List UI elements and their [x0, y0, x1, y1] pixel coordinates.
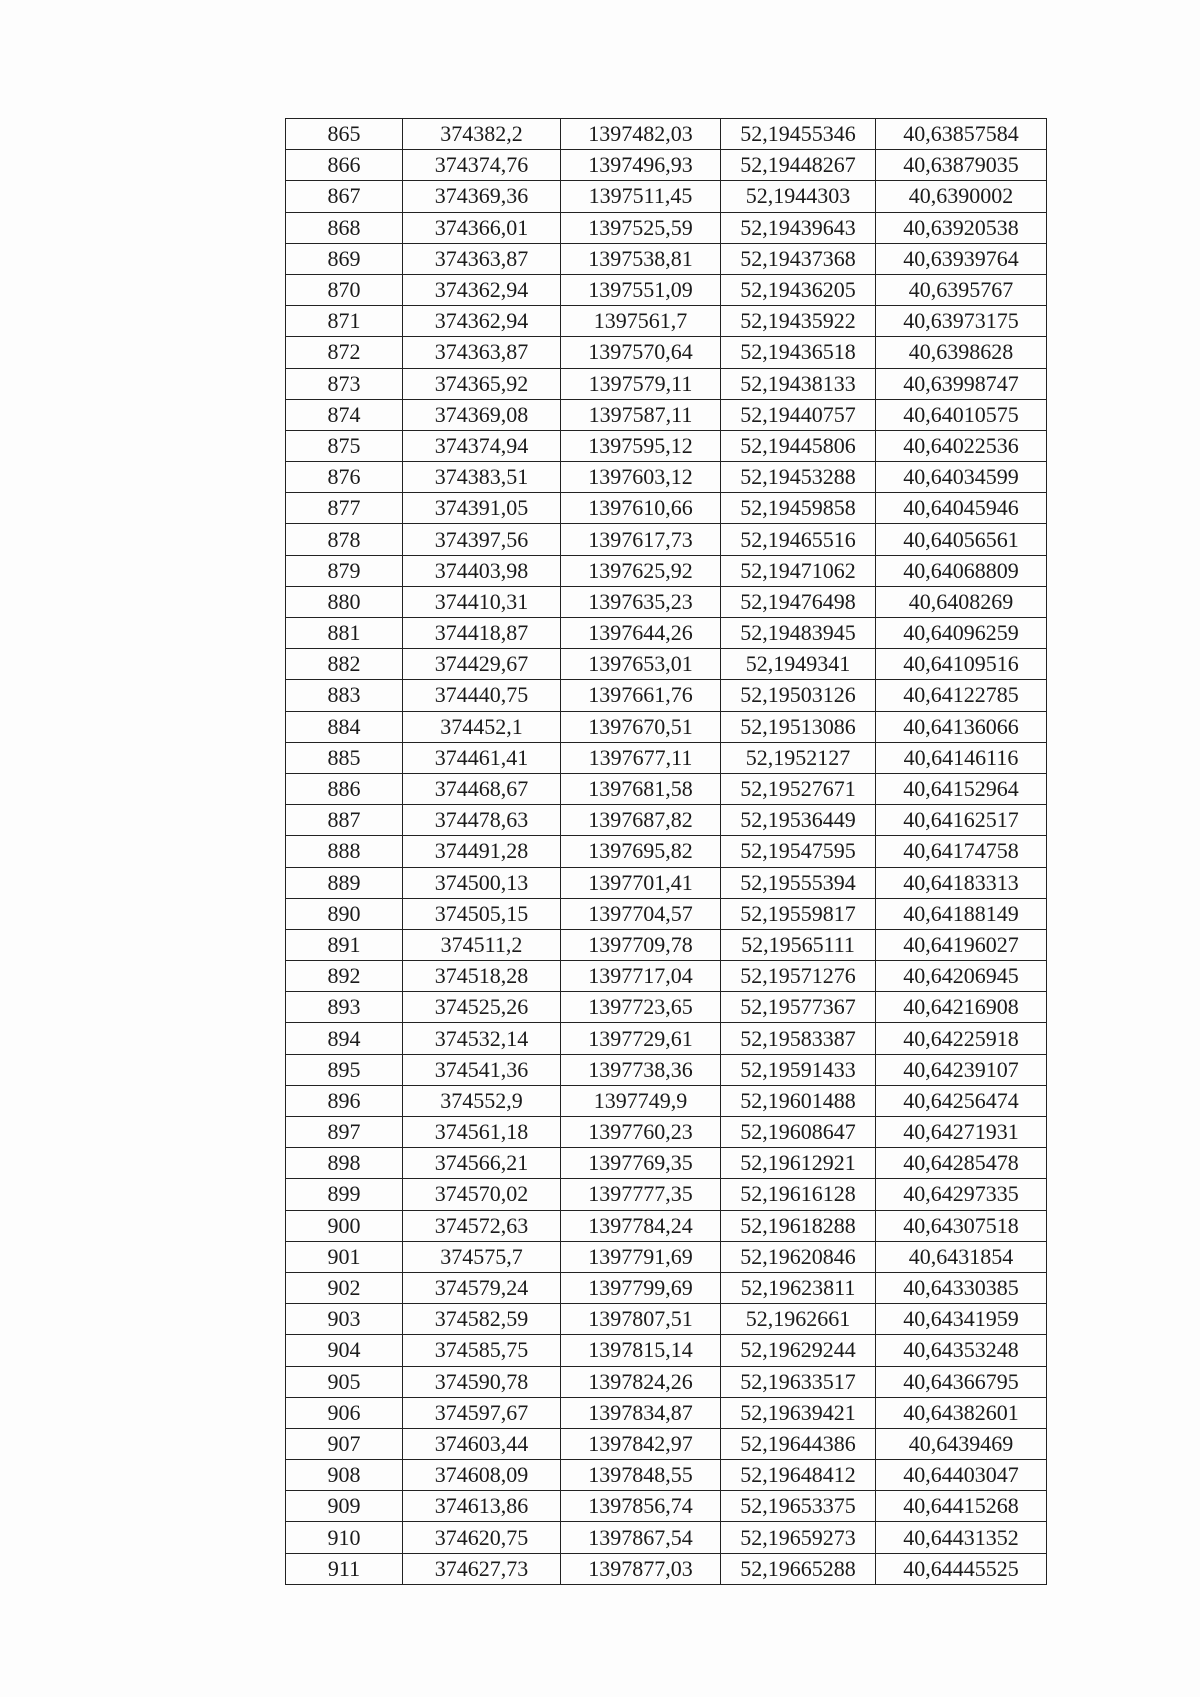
point-number-cell: 870: [286, 274, 403, 305]
y-coordinate-cell: 1397717,04: [561, 961, 721, 992]
table-row: [286, 680, 1047, 711]
longitude-cell: 40,64297335: [876, 1179, 1047, 1210]
y-coordinate-cell: 1397587,11: [561, 399, 721, 430]
point-number-cell: 876: [286, 462, 403, 493]
latitude-cell: 52,1952127: [721, 742, 876, 773]
x-coordinate-cell: 374518,28: [403, 961, 561, 992]
latitude-cell: 52,19483945: [721, 618, 876, 649]
table-row: [286, 274, 1047, 305]
table-row: [286, 1023, 1047, 1054]
latitude-cell: 52,19616128: [721, 1179, 876, 1210]
table-row: [286, 243, 1047, 274]
table-row: [286, 119, 1047, 150]
table-row: [286, 399, 1047, 430]
point-number-cell: 871: [286, 306, 403, 337]
latitude-cell: 52,19436518: [721, 337, 876, 368]
latitude-cell: 52,19644386: [721, 1428, 876, 1459]
table-row: [286, 555, 1047, 586]
latitude-cell: 52,19648412: [721, 1460, 876, 1491]
x-coordinate-cell: 374566,21: [403, 1148, 561, 1179]
longitude-cell: 40,64109516: [876, 649, 1047, 680]
longitude-cell: 40,6431854: [876, 1241, 1047, 1272]
table-row: [286, 493, 1047, 524]
longitude-cell: 40,64445525: [876, 1553, 1047, 1584]
y-coordinate-cell: 1397625,92: [561, 555, 721, 586]
longitude-cell: 40,63920538: [876, 212, 1047, 243]
longitude-cell: 40,64188149: [876, 898, 1047, 929]
y-coordinate-cell: 1397723,65: [561, 992, 721, 1023]
y-coordinate-cell: 1397769,35: [561, 1148, 721, 1179]
longitude-cell: 40,64382601: [876, 1397, 1047, 1428]
latitude-cell: 52,19455346: [721, 119, 876, 150]
longitude-cell: 40,64330385: [876, 1272, 1047, 1303]
longitude-cell: 40,64152964: [876, 773, 1047, 804]
table-row: [286, 867, 1047, 898]
longitude-cell: 40,64136066: [876, 711, 1047, 742]
table-row: [286, 212, 1047, 243]
latitude-cell: 52,19527671: [721, 773, 876, 804]
point-number-cell: 873: [286, 368, 403, 399]
latitude-cell: 52,19445806: [721, 430, 876, 461]
point-number-cell: 896: [286, 1085, 403, 1116]
point-number-cell: 906: [286, 1397, 403, 1428]
longitude-cell: 40,64216908: [876, 992, 1047, 1023]
point-number-cell: 908: [286, 1460, 403, 1491]
y-coordinate-cell: 1397856,74: [561, 1491, 721, 1522]
y-coordinate-cell: 1397695,82: [561, 836, 721, 867]
y-coordinate-cell: 1397807,51: [561, 1304, 721, 1335]
x-coordinate-cell: 374505,15: [403, 898, 561, 929]
longitude-cell: 40,64206945: [876, 961, 1047, 992]
point-number-cell: 893: [286, 992, 403, 1023]
table-row: [286, 1460, 1047, 1491]
x-coordinate-cell: 374410,31: [403, 586, 561, 617]
y-coordinate-cell: 1397791,69: [561, 1241, 721, 1272]
longitude-cell: 40,64366795: [876, 1366, 1047, 1397]
longitude-cell: 40,64225918: [876, 1023, 1047, 1054]
x-coordinate-cell: 374382,2: [403, 119, 561, 150]
latitude-cell: 52,19623811: [721, 1272, 876, 1303]
y-coordinate-cell: 1397848,55: [561, 1460, 721, 1491]
table-row: [286, 1272, 1047, 1303]
point-number-cell: 903: [286, 1304, 403, 1335]
longitude-cell: 40,64096259: [876, 618, 1047, 649]
point-number-cell: 900: [286, 1210, 403, 1241]
x-coordinate-cell: 374418,87: [403, 618, 561, 649]
x-coordinate-cell: 374532,14: [403, 1023, 561, 1054]
point-number-cell: 886: [286, 773, 403, 804]
latitude-cell: 52,19459858: [721, 493, 876, 524]
longitude-cell: 40,64403047: [876, 1460, 1047, 1491]
longitude-cell: 40,63998747: [876, 368, 1047, 399]
point-number-cell: 902: [286, 1272, 403, 1303]
point-number-cell: 889: [286, 867, 403, 898]
x-coordinate-cell: 374429,67: [403, 649, 561, 680]
latitude-cell: 52,1944303: [721, 181, 876, 212]
point-number-cell: 895: [286, 1054, 403, 1085]
x-coordinate-cell: 374365,92: [403, 368, 561, 399]
longitude-cell: 40,64068809: [876, 555, 1047, 586]
x-coordinate-cell: 374461,41: [403, 742, 561, 773]
table-row: [286, 992, 1047, 1023]
x-coordinate-cell: 374613,86: [403, 1491, 561, 1522]
y-coordinate-cell: 1397877,03: [561, 1553, 721, 1584]
y-coordinate-cell: 1397687,82: [561, 805, 721, 836]
table-row: [286, 742, 1047, 773]
y-coordinate-cell: 1397579,11: [561, 368, 721, 399]
point-number-cell: 907: [286, 1428, 403, 1459]
longitude-cell: 40,64122785: [876, 680, 1047, 711]
latitude-cell: 52,19653375: [721, 1491, 876, 1522]
x-coordinate-cell: 374440,75: [403, 680, 561, 711]
latitude-cell: 52,19559817: [721, 898, 876, 929]
table-row: [286, 836, 1047, 867]
longitude-cell: 40,63857584: [876, 119, 1047, 150]
latitude-cell: 52,19437368: [721, 243, 876, 274]
point-number-cell: 911: [286, 1553, 403, 1584]
point-number-cell: 878: [286, 524, 403, 555]
point-number-cell: 905: [286, 1366, 403, 1397]
x-coordinate-cell: 374597,67: [403, 1397, 561, 1428]
point-number-cell: 910: [286, 1522, 403, 1553]
point-number-cell: 866: [286, 150, 403, 181]
table-row: [286, 430, 1047, 461]
latitude-cell: 52,19436205: [721, 274, 876, 305]
y-coordinate-cell: 1397842,97: [561, 1428, 721, 1459]
x-coordinate-cell: 374369,36: [403, 181, 561, 212]
x-coordinate-cell: 374397,56: [403, 524, 561, 555]
y-coordinate-cell: 1397760,23: [561, 1117, 721, 1148]
longitude-cell: 40,64146116: [876, 742, 1047, 773]
y-coordinate-cell: 1397701,41: [561, 867, 721, 898]
latitude-cell: 52,19608647: [721, 1117, 876, 1148]
latitude-cell: 52,19591433: [721, 1054, 876, 1085]
x-coordinate-cell: 374525,26: [403, 992, 561, 1023]
x-coordinate-cell: 374541,36: [403, 1054, 561, 1085]
point-number-cell: 884: [286, 711, 403, 742]
latitude-cell: 52,1962661: [721, 1304, 876, 1335]
x-coordinate-cell: 374452,1: [403, 711, 561, 742]
point-number-cell: 890: [286, 898, 403, 929]
latitude-cell: 52,19503126: [721, 680, 876, 711]
longitude-cell: 40,64239107: [876, 1054, 1047, 1085]
y-coordinate-cell: 1397738,36: [561, 1054, 721, 1085]
table-row: [286, 1428, 1047, 1459]
point-number-cell: 869: [286, 243, 403, 274]
y-coordinate-cell: 1397653,01: [561, 649, 721, 680]
x-coordinate-cell: 374627,73: [403, 1553, 561, 1584]
table-row: [286, 181, 1047, 212]
point-number-cell: 882: [286, 649, 403, 680]
latitude-cell: 52,19555394: [721, 867, 876, 898]
x-coordinate-cell: 374570,02: [403, 1179, 561, 1210]
table-row: [286, 711, 1047, 742]
table-row: [286, 586, 1047, 617]
table-row: [286, 306, 1047, 337]
point-number-cell: 897: [286, 1117, 403, 1148]
longitude-cell: 40,64256474: [876, 1085, 1047, 1116]
table-row: [286, 462, 1047, 493]
longitude-cell: 40,63939764: [876, 243, 1047, 274]
point-number-cell: 891: [286, 929, 403, 960]
latitude-cell: 52,19476498: [721, 586, 876, 617]
table-row: [286, 1397, 1047, 1428]
y-coordinate-cell: 1397704,57: [561, 898, 721, 929]
table-row: [286, 368, 1047, 399]
x-coordinate-cell: 374491,28: [403, 836, 561, 867]
latitude-cell: 52,19448267: [721, 150, 876, 181]
x-coordinate-cell: 374366,01: [403, 212, 561, 243]
table-row: [286, 337, 1047, 368]
latitude-cell: 52,19465516: [721, 524, 876, 555]
longitude-cell: 40,64353248: [876, 1335, 1047, 1366]
latitude-cell: 52,19665288: [721, 1553, 876, 1584]
table-row: [286, 1241, 1047, 1272]
y-coordinate-cell: 1397677,11: [561, 742, 721, 773]
table-row: [286, 1117, 1047, 1148]
table-row: [286, 1148, 1047, 1179]
x-coordinate-cell: 374478,63: [403, 805, 561, 836]
table-row: [286, 1210, 1047, 1241]
latitude-cell: 52,19612921: [721, 1148, 876, 1179]
point-number-cell: 865: [286, 119, 403, 150]
table-row: [286, 961, 1047, 992]
point-number-cell: 883: [286, 680, 403, 711]
table-row: [286, 1335, 1047, 1366]
x-coordinate-cell: 374579,24: [403, 1272, 561, 1303]
y-coordinate-cell: 1397824,26: [561, 1366, 721, 1397]
x-coordinate-cell: 374468,67: [403, 773, 561, 804]
table-row: [286, 618, 1047, 649]
table-row: [286, 929, 1047, 960]
x-coordinate-cell: 374500,13: [403, 867, 561, 898]
point-number-cell: 898: [286, 1148, 403, 1179]
y-coordinate-cell: 1397799,69: [561, 1272, 721, 1303]
y-coordinate-cell: 1397749,9: [561, 1085, 721, 1116]
latitude-cell: 52,19601488: [721, 1085, 876, 1116]
y-coordinate-cell: 1397496,93: [561, 150, 721, 181]
table-row: [286, 1304, 1047, 1335]
y-coordinate-cell: 1397482,03: [561, 119, 721, 150]
longitude-cell: 40,64174758: [876, 836, 1047, 867]
table-row: [286, 1522, 1047, 1553]
table-row: [286, 524, 1047, 555]
point-number-cell: 904: [286, 1335, 403, 1366]
point-number-cell: 892: [286, 961, 403, 992]
latitude-cell: 52,19565111: [721, 929, 876, 960]
latitude-cell: 52,19547595: [721, 836, 876, 867]
latitude-cell: 52,19618288: [721, 1210, 876, 1241]
y-coordinate-cell: 1397617,73: [561, 524, 721, 555]
x-coordinate-cell: 374362,94: [403, 306, 561, 337]
y-coordinate-cell: 1397709,78: [561, 929, 721, 960]
x-coordinate-cell: 374403,98: [403, 555, 561, 586]
x-coordinate-cell: 374608,09: [403, 1460, 561, 1491]
longitude-cell: 40,64034599: [876, 462, 1047, 493]
y-coordinate-cell: 1397570,64: [561, 337, 721, 368]
table-row: [286, 1179, 1047, 1210]
x-coordinate-cell: 374603,44: [403, 1428, 561, 1459]
y-coordinate-cell: 1397644,26: [561, 618, 721, 649]
x-coordinate-cell: 374620,75: [403, 1522, 561, 1553]
x-coordinate-cell: 374363,87: [403, 337, 561, 368]
coordinates-table: [285, 118, 1047, 1585]
latitude-cell: 52,19536449: [721, 805, 876, 836]
latitude-cell: 52,19571276: [721, 961, 876, 992]
longitude-cell: 40,64431352: [876, 1522, 1047, 1553]
y-coordinate-cell: 1397561,7: [561, 306, 721, 337]
x-coordinate-cell: 374590,78: [403, 1366, 561, 1397]
y-coordinate-cell: 1397511,45: [561, 181, 721, 212]
point-number-cell: 909: [286, 1491, 403, 1522]
longitude-cell: 40,64271931: [876, 1117, 1047, 1148]
y-coordinate-cell: 1397525,59: [561, 212, 721, 243]
longitude-cell: 40,64056561: [876, 524, 1047, 555]
table-row: [286, 1085, 1047, 1116]
x-coordinate-cell: 374585,75: [403, 1335, 561, 1366]
longitude-cell: 40,63879035: [876, 150, 1047, 181]
point-number-cell: 868: [286, 212, 403, 243]
y-coordinate-cell: 1397635,23: [561, 586, 721, 617]
latitude-cell: 52,19629244: [721, 1335, 876, 1366]
latitude-cell: 52,19659273: [721, 1522, 876, 1553]
longitude-cell: 40,63973175: [876, 306, 1047, 337]
latitude-cell: 52,19435922: [721, 306, 876, 337]
longitude-cell: 40,64196027: [876, 929, 1047, 960]
point-number-cell: 894: [286, 1023, 403, 1054]
point-number-cell: 867: [286, 181, 403, 212]
latitude-cell: 52,19633517: [721, 1366, 876, 1397]
y-coordinate-cell: 1397867,54: [561, 1522, 721, 1553]
x-coordinate-cell: 374391,05: [403, 493, 561, 524]
point-number-cell: 875: [286, 430, 403, 461]
table-row: [286, 805, 1047, 836]
x-coordinate-cell: 374374,76: [403, 150, 561, 181]
table-row: [286, 1491, 1047, 1522]
table-row: [286, 1553, 1047, 1584]
table-row: [286, 1366, 1047, 1397]
point-number-cell: 881: [286, 618, 403, 649]
x-coordinate-cell: 374511,2: [403, 929, 561, 960]
point-number-cell: 888: [286, 836, 403, 867]
longitude-cell: 40,6439469: [876, 1428, 1047, 1459]
longitude-cell: 40,64307518: [876, 1210, 1047, 1241]
y-coordinate-cell: 1397670,51: [561, 711, 721, 742]
point-number-cell: 901: [286, 1241, 403, 1272]
y-coordinate-cell: 1397603,12: [561, 462, 721, 493]
x-coordinate-cell: 374575,7: [403, 1241, 561, 1272]
y-coordinate-cell: 1397777,35: [561, 1179, 721, 1210]
y-coordinate-cell: 1397610,66: [561, 493, 721, 524]
longitude-cell: 40,6408269: [876, 586, 1047, 617]
point-number-cell: 874: [286, 399, 403, 430]
x-coordinate-cell: 374374,94: [403, 430, 561, 461]
point-number-cell: 899: [286, 1179, 403, 1210]
point-number-cell: 879: [286, 555, 403, 586]
y-coordinate-cell: 1397661,76: [561, 680, 721, 711]
point-number-cell: 887: [286, 805, 403, 836]
longitude-cell: 40,64183313: [876, 867, 1047, 898]
latitude-cell: 52,19639421: [721, 1397, 876, 1428]
table-row: [286, 1054, 1047, 1085]
longitude-cell: 40,64010575: [876, 399, 1047, 430]
x-coordinate-cell: 374552,9: [403, 1085, 561, 1116]
latitude-cell: 52,19440757: [721, 399, 876, 430]
longitude-cell: 40,64022536: [876, 430, 1047, 461]
table-row: [286, 773, 1047, 804]
latitude-cell: 52,19513086: [721, 711, 876, 742]
y-coordinate-cell: 1397538,81: [561, 243, 721, 274]
y-coordinate-cell: 1397681,58: [561, 773, 721, 804]
latitude-cell: 52,1949341: [721, 649, 876, 680]
y-coordinate-cell: 1397834,87: [561, 1397, 721, 1428]
longitude-cell: 40,64415268: [876, 1491, 1047, 1522]
y-coordinate-cell: 1397784,24: [561, 1210, 721, 1241]
point-number-cell: 880: [286, 586, 403, 617]
longitude-cell: 40,64341959: [876, 1304, 1047, 1335]
longitude-cell: 40,6395767: [876, 274, 1047, 305]
longitude-cell: 40,64285478: [876, 1148, 1047, 1179]
y-coordinate-cell: 1397551,09: [561, 274, 721, 305]
latitude-cell: 52,19620846: [721, 1241, 876, 1272]
table-row: [286, 649, 1047, 680]
latitude-cell: 52,19583387: [721, 1023, 876, 1054]
x-coordinate-cell: 374561,18: [403, 1117, 561, 1148]
longitude-cell: 40,6390002: [876, 181, 1047, 212]
latitude-cell: 52,19439643: [721, 212, 876, 243]
y-coordinate-cell: 1397815,14: [561, 1335, 721, 1366]
point-number-cell: 872: [286, 337, 403, 368]
longitude-cell: 40,6398628: [876, 337, 1047, 368]
longitude-cell: 40,64045946: [876, 493, 1047, 524]
x-coordinate-cell: 374572,63: [403, 1210, 561, 1241]
y-coordinate-cell: 1397729,61: [561, 1023, 721, 1054]
y-coordinate-cell: 1397595,12: [561, 430, 721, 461]
latitude-cell: 52,19577367: [721, 992, 876, 1023]
x-coordinate-cell: 374363,87: [403, 243, 561, 274]
point-number-cell: 885: [286, 742, 403, 773]
latitude-cell: 52,19471062: [721, 555, 876, 586]
coordinates-table-body: [286, 119, 1047, 1585]
table-row: [286, 898, 1047, 929]
latitude-cell: 52,19438133: [721, 368, 876, 399]
longitude-cell: 40,64162517: [876, 805, 1047, 836]
x-coordinate-cell: 374362,94: [403, 274, 561, 305]
latitude-cell: 52,19453288: [721, 462, 876, 493]
point-number-cell: 877: [286, 493, 403, 524]
table-row: [286, 150, 1047, 181]
x-coordinate-cell: 374582,59: [403, 1304, 561, 1335]
x-coordinate-cell: 374383,51: [403, 462, 561, 493]
x-coordinate-cell: 374369,08: [403, 399, 561, 430]
